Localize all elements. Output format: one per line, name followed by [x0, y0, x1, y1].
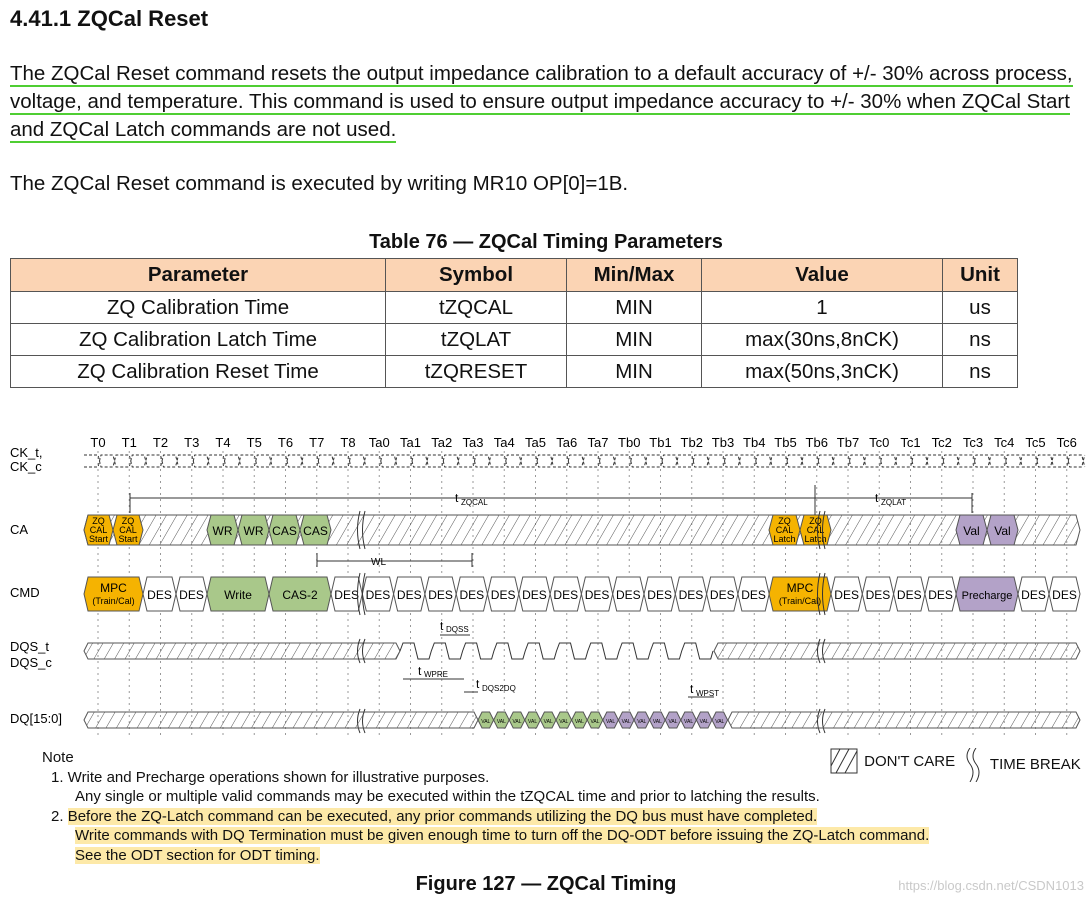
header-cell: Unit — [943, 259, 1018, 292]
cmd-cell-label: DES — [553, 588, 579, 602]
signal-label-ck_t: CK_t, — [10, 445, 43, 460]
clock-label: Tb5 — [774, 435, 797, 450]
tdqs2dq-label: t — [476, 677, 480, 691]
dq-val-label: VAL — [496, 719, 506, 725]
cmd-cell-label: DES — [647, 588, 672, 602]
clock-label: Ta4 — [493, 435, 515, 450]
tdqs2dq-sub: DQS2DQ — [482, 684, 516, 693]
cmd-cell-label: DES — [1052, 588, 1077, 602]
table-cell: max(30ns,8nCK) — [702, 324, 943, 356]
ca-cell-label: ZQ — [121, 516, 135, 526]
dq-dont-care-bar — [84, 712, 478, 728]
cmd-cell-label: DES — [928, 588, 953, 602]
paragraph-text: The ZQCal Reset command resets the output impedance calibration to a default accuracy of +/- 30% across process, voltage, and temperature. This command is used to ensure output impedance accuracy to +/- 30% when ZQCal Start and ZQCal Latch commands are not used. — [10, 62, 1073, 141]
cmd-cell-label: (Train/Cal) — [92, 596, 135, 606]
cmd-cell-label: DES — [709, 588, 735, 602]
table-cell: ZQ Calibration Reset Time — [11, 356, 386, 388]
note-2-line: Write commands with DQ Termination must be given enough time to turn off the DQ-ODT before issuing the ZQ-Latch command. — [75, 827, 930, 844]
dq-val-label: VAL — [512, 719, 522, 725]
table-cell: MIN — [567, 356, 702, 388]
header-cell: Value — [702, 259, 943, 292]
cmd-cell-label: DES — [1021, 588, 1046, 602]
clock-label: Tc2 — [931, 435, 952, 450]
cmd-cell-label: DES — [459, 588, 485, 602]
clock-label: T0 — [90, 435, 106, 450]
clock-label: Tb4 — [743, 435, 766, 450]
dqs-dont-care-bar — [84, 643, 400, 659]
table-cell: tZQCAL — [386, 292, 567, 324]
figure-caption: Figure 127 — ZQCal Timing — [415, 873, 677, 895]
ca-cell-label: Val — [963, 524, 980, 538]
table-cell: ZQ Calibration Latch Time — [11, 324, 386, 356]
clock-label: T2 — [152, 435, 169, 450]
twpre-sub: WPRE — [424, 670, 448, 679]
ca-cell-label: CAL — [775, 525, 794, 535]
table-cell: tZQLAT — [386, 324, 567, 356]
cmd-cell-label: Write — [224, 588, 252, 602]
dq-val-label: VAL — [606, 719, 616, 725]
signal-label-dqs_t: DQS_t — [10, 639, 50, 654]
legend-dont-care — [830, 748, 955, 776]
cmd-cell-label: MPC — [100, 581, 127, 595]
timing-diagram — [0, 425, 1092, 745]
table-cell: ZQ Calibration Time — [11, 292, 386, 324]
ca-cell-label: WR — [243, 524, 264, 538]
clock-label: Tb3 — [711, 435, 735, 450]
wl-label: WL — [371, 557, 386, 568]
clock-label: Tc1 — [900, 435, 921, 450]
table-header-row — [11, 259, 1018, 292]
dqs-dont-care-bar — [714, 643, 1080, 659]
tzqlat-sub: ZQLAT — [881, 498, 907, 507]
legend-dont-care-label: DON'T CARE — [864, 752, 956, 770]
ca-cell-label: CAS — [303, 524, 328, 538]
clock-label: T6 — [277, 435, 294, 450]
ca-cell-label: Latch — [773, 534, 796, 544]
ca-cell-label: CAL — [806, 525, 825, 535]
legend-time-break — [962, 748, 1081, 782]
cmd-cell-label: DES — [741, 588, 766, 602]
signal-label-ck_c: CK_c — [10, 459, 42, 474]
ca-cell-label: Start — [118, 534, 138, 544]
cmd-cell-label: DES — [334, 588, 359, 602]
clock-label: T3 — [184, 435, 200, 450]
table-row — [11, 292, 1018, 324]
section-heading: 4.41.1 ZQCal Reset — [10, 6, 209, 31]
clock-label: Tc0 — [869, 435, 890, 450]
cmd-cell-label: CAS-2 — [282, 588, 318, 602]
clock-waveform-c — [84, 455, 1085, 467]
signal-label-dqs_c: DQS_c — [10, 655, 52, 670]
tdqss-sub: DQSS — [446, 625, 469, 634]
paragraph-description — [10, 60, 1085, 144]
header-cell: Symbol — [386, 259, 567, 292]
clock-label: Ta3 — [462, 435, 484, 450]
table-row — [11, 324, 1018, 356]
cmd-cell-label: DES — [896, 588, 922, 602]
cmd-cell-label: DES — [396, 588, 422, 602]
table-cell: ns — [943, 356, 1018, 388]
dq-dont-care-bar — [728, 712, 1080, 728]
dq-val-label: VAL — [699, 719, 709, 725]
cmd-cell-label: DES — [428, 588, 453, 602]
notes-title: Note — [42, 749, 74, 766]
table-cell: ns — [943, 324, 1018, 356]
ca-cell-label: CAL — [89, 525, 108, 535]
clock-label: Ta5 — [525, 435, 546, 450]
cmd-cell-label: DES — [616, 588, 641, 602]
clock-label: Tc6 — [1056, 435, 1077, 450]
tzqcal-label: t — [455, 491, 459, 505]
table-cell: MIN — [567, 324, 702, 356]
clock-label: T7 — [309, 435, 325, 450]
ca-cell-label: ZQ — [92, 516, 105, 526]
tzqcal-sub: ZQCAL — [461, 498, 488, 507]
dq-val-label: VAL — [528, 719, 538, 725]
notes — [42, 748, 929, 865]
dq-val-label: VAL — [684, 719, 694, 725]
twpre-label: t — [418, 664, 422, 678]
dq-val-label: VAL — [559, 719, 569, 725]
table-cell: us — [943, 292, 1018, 324]
table-cell: MIN — [567, 292, 702, 324]
cmd-cell-label: DES — [865, 588, 891, 602]
cmd-cell-label: DES — [522, 588, 547, 602]
signal-label-ca: CA — [10, 522, 29, 537]
clock-label: Tb1 — [649, 435, 672, 450]
signal-label-dq: DQ[15:0] — [10, 711, 63, 726]
ca-cell-label: Latch — [804, 534, 827, 544]
clock-waveform-t — [84, 455, 1085, 467]
note-2 — [51, 807, 929, 827]
clock-label: Tb2 — [680, 435, 703, 450]
note-2-line: Before the ZQ-Latch command can be executed, any prior commands utilizing the DQ bus must have completed. — [67, 807, 818, 825]
dq-val-label: VAL — [668, 719, 678, 725]
cmd-cell-label: DES — [147, 588, 172, 602]
dqs-waveform — [400, 643, 713, 659]
cmd-cell-label: DES — [584, 588, 610, 602]
dq-val-label: VAL — [543, 719, 553, 725]
cmd-cell-label: DES — [365, 588, 391, 602]
clock-label: Tb0 — [618, 435, 641, 450]
cmd-cell-label: MPC — [786, 581, 814, 595]
clock-label: Ta6 — [556, 435, 578, 450]
cmd-cell-label: Precharge — [961, 590, 1013, 602]
legend-time-break-label: TIME BREAK — [989, 755, 1081, 773]
dq-val-label: VAL — [590, 719, 600, 725]
watermark: https://blog.csdn.net/CSDN1013 — [898, 878, 1084, 893]
clock-label: Ta7 — [587, 435, 609, 450]
table-caption: Table 76 — ZQCal Timing Parameters — [369, 231, 723, 253]
note-1-line: 1. Write and Precharge operations shown for illustrative purposes. — [51, 768, 490, 786]
note-2-line: See the ODT section for ODT timing. — [75, 846, 320, 864]
cmd-cell-label: DES — [490, 588, 516, 602]
clock-label: Tc4 — [994, 435, 1015, 450]
note-2-line-wrap — [51, 826, 929, 846]
cmd-cell-label: (Train/Cal) — [778, 596, 822, 606]
table-cell: max(50ns,3nCK) — [702, 356, 943, 388]
ca-cell-label: Val — [994, 524, 1011, 538]
dq-val-label: VAL — [621, 719, 631, 725]
time-break-icon — [962, 748, 986, 782]
note-1-line: Any single or multiple valid commands may be executed within the tZQCAL time and prior to latching the results. — [75, 788, 820, 805]
clock-label: T4 — [215, 435, 231, 450]
ca-cell-label: Start — [88, 534, 109, 544]
cmd-cell-label: DES — [834, 588, 859, 602]
clock-label: T5 — [246, 435, 262, 450]
note-2-line-wrap — [51, 846, 929, 866]
dq-val-label: VAL — [574, 719, 584, 725]
dq-val-label: VAL — [637, 719, 647, 725]
dq-val-label: VAL — [481, 719, 491, 725]
hatch-icon — [830, 748, 860, 776]
clock-label: T1 — [121, 435, 137, 450]
cmd-cell-label: DES — [678, 588, 704, 602]
twpst-sub: WPST — [696, 689, 720, 698]
ca-cell-label: ZQ — [778, 516, 791, 526]
note-number: 2. — [51, 807, 64, 825]
clock-label: Tc5 — [1025, 435, 1046, 450]
clock-label: Tb7 — [836, 435, 860, 450]
table-cell: tZQRESET — [386, 356, 567, 388]
clock-label: Tc3 — [962, 435, 984, 450]
timing-parameters-table — [10, 258, 1018, 388]
clock-label: Ta0 — [368, 435, 390, 450]
clock-label: Ta1 — [400, 435, 421, 450]
clock-label: Tb6 — [805, 435, 828, 450]
paragraph-execution: The ZQCal Reset command is executed by writing MR10 OP[0]=1B. — [10, 172, 629, 195]
ca-cell-label: CAL — [119, 525, 137, 535]
cmd-cell-label: DES — [179, 588, 204, 602]
signal-label-cmd: CMD — [10, 585, 40, 600]
table-cell: 1 — [702, 292, 943, 324]
header-cell: Min/Max — [567, 259, 702, 292]
clock-label: T8 — [340, 435, 356, 450]
twpst-label: t — [690, 682, 694, 696]
ca-cell-label: ZQ — [809, 516, 822, 526]
ca-cell-label: CAS — [272, 524, 297, 538]
clock-label: Ta2 — [431, 435, 453, 450]
tdqss-label: t — [440, 619, 444, 633]
tzqlat-label: t — [875, 491, 879, 505]
note-1 — [42, 768, 929, 866]
ca-cell-label: WR — [212, 524, 233, 538]
header-cell: Parameter — [11, 259, 386, 292]
dq-val-label: VAL — [715, 719, 725, 725]
dq-val-label: VAL — [652, 719, 662, 725]
table-row — [11, 356, 1018, 388]
